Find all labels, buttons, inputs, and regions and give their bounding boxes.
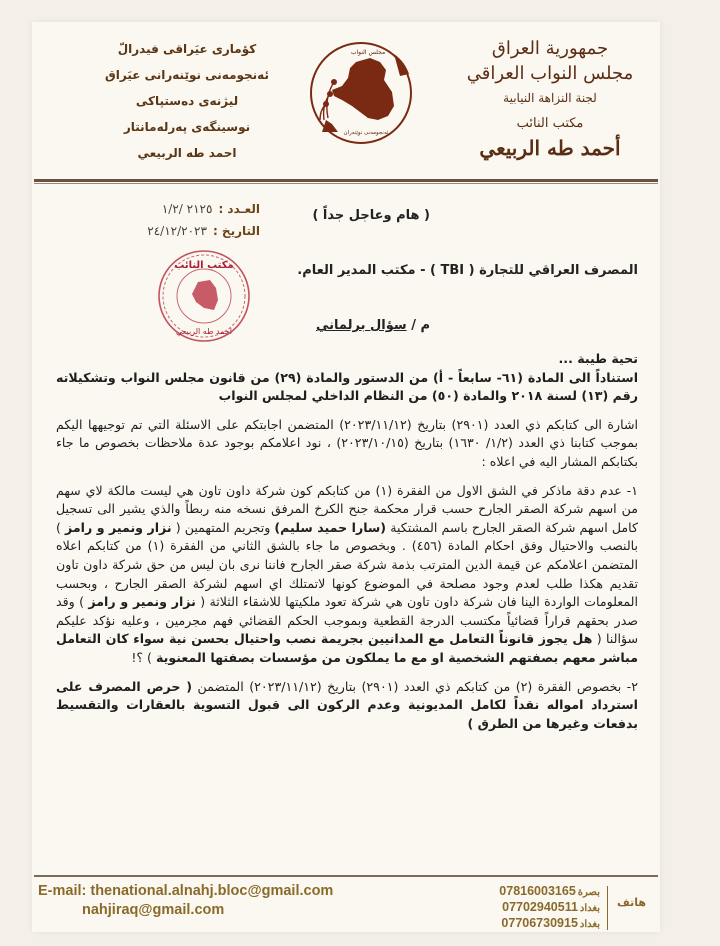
- reference-date-label: التاريخ :: [212, 224, 260, 238]
- accused-names: نزار ونمير و رامز: [88, 594, 196, 610]
- reference-date-value: ٢٤/١٢/٢٠٢٣: [147, 224, 207, 238]
- letterhead-line: ليژنەى دەستپاكى: [135, 94, 239, 108]
- accused-names: نزار ونمير و رامز: [65, 519, 172, 535]
- footer-divider: [34, 875, 658, 877]
- point-2-text: ٢- بخصوص الفقرة (٢) من كتابكم ذي العدد (٢٩٠١) بتاريخ (٢٠٢٣/١١/١٢) المتضمن: [197, 678, 638, 694]
- stamp-text-top: مكتب النائب: [174, 260, 234, 271]
- parliament-seal-icon: [308, 40, 414, 146]
- letter-body: [56, 350, 638, 733]
- addressee: المصرف العراقي للتجارة ( TBI ) - مكتب المدير العام.: [297, 263, 638, 278]
- reference-date: [90, 220, 260, 242]
- reference-number-label: العـدد :: [218, 202, 260, 216]
- phone-city: بصرة: [577, 887, 600, 898]
- letterhead-line: احمد طه الربيعي: [137, 146, 237, 160]
- phone-number[interactable]: 07702940511: [502, 900, 578, 914]
- letterhead-line: أحمد طه الربيعي: [479, 136, 621, 160]
- letterhead-line: نوسينگەى پەرلەمانتار: [123, 120, 251, 134]
- seal-text-bottom: ئەنجومەنى نوێنەران: [343, 130, 389, 136]
- phone-number[interactable]: 07706730915: [501, 916, 578, 930]
- point-1-text: ) وقد صدر بحقهم قراراً قضائياً مكتسب الدرجة القطعية وبموجب الحكم القضائي فهم مجرمين ، وعليه نؤكد عليكم سؤالنا (: [56, 594, 638, 647]
- point-1: [56, 482, 638, 668]
- office-stamp-icon: [156, 248, 252, 344]
- parliamentary-question: هل يجوز قانوناً التعامل مع المدانيين بجريمة نصب واحتيال بحسن نية سواء كان التعامل مباشر معهم بصفتهم الشخصية او مع ما يملكون من مؤسسات بصفتها المعنوية: [56, 631, 638, 665]
- seal-text-top: مجلس النواب: [350, 49, 386, 56]
- letterhead-line: لجنة النزاهة النيابية: [503, 91, 597, 105]
- point-1-text: ) بالنصب والاحتيال وفق احكام المادة (٤٥٦) .: [56, 519, 639, 554]
- subject-line: [316, 318, 430, 333]
- letterhead-line: كؤمارى عيَراقى فيدرالّ: [117, 42, 257, 56]
- stamp-text-bottom: احمد طه الربيعي: [176, 327, 232, 336]
- email-link[interactable]: thenational.alnahj.bloc@gmail.com: [90, 883, 334, 899]
- point-2-quote: ( حرص المصرف على استرداد امواله نقداً لكامل المديونية وعدم الركون الى قبول التسوية بالعقارات والتقسيط بدفعات وغيرها من الطرق ): [56, 678, 638, 731]
- point-1-text: ) ؟!: [131, 649, 152, 665]
- letterhead-line: جمهورية العراق: [491, 38, 609, 59]
- point-2: [56, 678, 638, 734]
- kurdish-letterhead: [92, 36, 282, 166]
- reference-paragraph: اشارة الى كتابكم ذي العدد (٢٩٠١) بتاريخ (٢٠٢٣/١١/١٢) المتضمن اجابتكم على الاسئلة التي تم توجيهها اليكم بموجب كتابنا ذي العدد (١/٢/ ١٦٣٠) بتاريخ (٢٠٢٣/١٠/١٥) ، نود اعلامكم بوجود عدة ملاحظات بخصوص ما جاء بكتابكم المشار اليه في اعلاه :: [56, 416, 638, 469]
- point-1-text: وتجريم المتهمين (: [175, 519, 271, 535]
- phone-entry: [499, 900, 600, 916]
- complainant-name: (سارا حميد سليم): [274, 519, 387, 535]
- header-divider: [34, 179, 658, 182]
- phone-city: بغداد: [579, 919, 600, 930]
- header-divider-thin: [34, 183, 658, 184]
- point-1-text: ١- عدم دقة ماذكر في الشق الاول من الفقرة (١) من كتابكم كون شركة داون تاون هي ليست مالكة لاي سهم من اسهم شركة الصقر الجارح حسب قرار محكمة جنح الكرخ المرفق نسخه منه ربطاً والذي يشير الى تسجيل كامل اسهم شركة الصقر الجارح باسم المشتكية: [56, 482, 638, 535]
- subject-prefix: م /: [411, 318, 430, 333]
- point-1-text: وبخصوص ما جاء بالشق الثاني من الفقرة (١) من كتابكم اعلاه المتضمن اعلامكم عن قيمة الدين المترتب بذمة شركة صقر الجارح فاننا نرى بان ليس من حق شركة داون تاون تقديم هكذا طلب لعدم وجود مصلحة في الموضوع كونها لاتمتلك اي اسهم لشركة الصقر الجارح ، وبحسب المعلومات الواردة الينا فان شركة داون تاون هي شركة تعود ملكيتها للاشقاء الثلاثة (: [56, 538, 638, 610]
- legal-basis: استناداً الى المادة (٦١- سابعاً - أ) من الدستور والمادة (٢٩) من قانون مجلس النواب وتشكيلاته رقم (١٣) لسنة ٢٠١٨ والمادة (٥٠) من النظام الداخلي لمجلس النواب: [56, 369, 639, 404]
- phone-separator: [607, 886, 608, 930]
- phone-city: بغداد: [579, 903, 600, 914]
- urgency-note: ( هام وعاجل جداً ): [312, 208, 430, 223]
- arabic-letterhead: [460, 36, 640, 161]
- reference-block: [90, 198, 260, 242]
- subject-text: سؤال برلماني: [315, 318, 407, 333]
- footer-emails: [38, 882, 333, 920]
- reference-number: [90, 198, 260, 220]
- email-label: E-mail:: [38, 883, 87, 899]
- reference-number-value: ٢١٢٥ /١/٢: [161, 202, 213, 216]
- letterhead-line: مكتب النائب: [516, 116, 584, 131]
- greeting: تحية طيبة ...: [558, 351, 638, 366]
- phone-entry: [499, 884, 600, 900]
- letter-page: [32, 22, 660, 932]
- email-link[interactable]: nahjiraq@gmail.com: [82, 902, 225, 918]
- letterhead-line: مجلس النواب العراقي: [466, 63, 634, 84]
- phone-number[interactable]: 07816003165: [499, 884, 576, 898]
- letterhead-line: ئەنجومەنى نوێنەرانى عيَراق: [105, 68, 269, 82]
- footer-phones: [499, 884, 600, 932]
- phone-label: هاتف: [617, 896, 646, 909]
- phone-entry: [499, 916, 600, 932]
